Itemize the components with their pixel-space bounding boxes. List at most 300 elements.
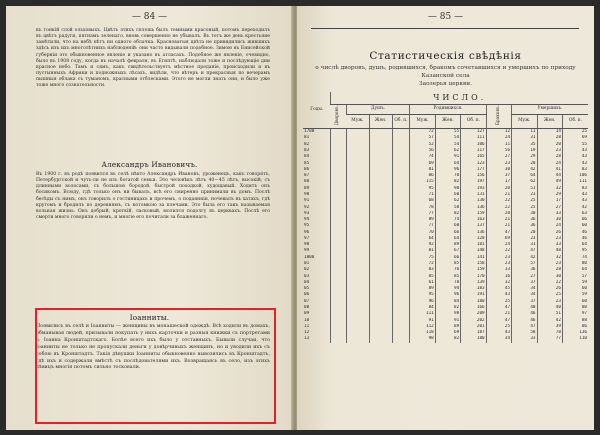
value-cell: 21 (486, 217, 511, 223)
value-cell: 20 (512, 161, 537, 167)
highlight-box (35, 308, 276, 424)
value-cell: 23 (512, 192, 537, 198)
value-cell: 23 (486, 261, 511, 267)
value-cell: 91 (410, 318, 435, 324)
value-cell: 74 (562, 255, 588, 261)
value-cell: 98 (410, 336, 435, 342)
value-cell (369, 336, 392, 342)
value-cell: 82 (435, 211, 460, 217)
value-cell: 72 (410, 261, 435, 267)
value-cell: 47 (486, 318, 511, 324)
value-cell: 26 (537, 286, 562, 292)
value-cell: 21 (486, 311, 511, 317)
year-cell: 95 (304, 223, 310, 229)
value-cell: 127 (461, 129, 486, 136)
value-cell: 77 (410, 223, 435, 229)
heading-ioannity: Іоанниты. (129, 313, 170, 322)
value-cell: 60 (435, 223, 460, 229)
value-cell: 85 (435, 274, 460, 280)
value-cell: 193 (461, 186, 486, 192)
value-cell: 25 (512, 198, 537, 204)
year-cell: 96 (304, 229, 310, 235)
value-cell: 30 (486, 167, 511, 173)
value-cell: 48 (537, 248, 562, 254)
value-cell: 33 (486, 267, 511, 273)
value-cell: 60 (562, 286, 588, 292)
value-cell: 137 (461, 223, 486, 229)
value-cell: 66 (435, 230, 460, 236)
value-cell: 115 (410, 179, 435, 185)
year-cell: 05 (304, 286, 310, 292)
year-cell: 12 (304, 330, 310, 336)
value-cell: 69 (486, 236, 511, 242)
value-cell: 68 (410, 198, 435, 204)
value-cell: 159 (461, 211, 486, 217)
value-cell: 85 (410, 274, 435, 280)
value-cell: 209 (461, 311, 486, 317)
stats-subtitle-1: о числѣ дворовъ, душъ, родившихся, бракомъ сочетавшихся и умершихъ по приходу Казанской села (315, 65, 576, 79)
value-cell (369, 129, 392, 136)
value-cell: 130 (461, 198, 486, 204)
value-cell: 12 (486, 129, 511, 136)
year-cell: 11 (304, 323, 310, 329)
value-cell: 24 (486, 135, 511, 141)
header-umersh: Умершихъ. (512, 104, 588, 114)
year-cell: 03 (304, 273, 310, 279)
value-cell: 89 (435, 242, 460, 248)
value-cell: 123 (461, 161, 486, 167)
value-cell: 117 (461, 148, 486, 154)
value-cell: 34 (512, 292, 537, 298)
value-cell: 46 (562, 236, 588, 242)
paragraph-top: въ тонкій слой ольховыхъ. Цвѣтъ этихъ сплошь былъ темными красоный, потомъ переходилъ въ цвѣтъ радуги, пятнамъ зеленаго, вновь совершенно не убывалъ. Въ тотъ же день крестьяне замѣтили, что на небѣ нѣтъ ни одного облачка. Красноватыя цвѣта не привидились жившихъ здѣсь изъ ихъ многолѣтнихъ наблюденій: они часто видывали подобное. Зимою въ Енисейской губерніи это обыкновенное явленіе и указано въ атласахъ. Подобное же явленіе, очевидно, было въ 1908 году, когда въ началѣ февраля, въ Египтѣ, наблюдали тоже и послѣдующіе дни красное небо. Тамъ и сямъ, какъ свидѣтельствуетъ мѣстное преданіе, происходили и въ пустынныхъ Африки и подножныхъ лѣсахъ, видѣли, что вѣтеръ и прекрасныя по вечерамъ пышныя облака съ туманомъ, красными отблесками. Этого не могли знать они, и было уже тоже много сознательности. (36, 28, 270, 89)
value-cell: 64 (435, 236, 460, 242)
value-cell: 85 (435, 261, 460, 267)
top-rule (311, 28, 579, 29)
value-cell: 37 (512, 299, 537, 305)
value-cell: 17 (486, 179, 511, 185)
value-cell: 91 (435, 318, 460, 324)
paragraph-ioannity: Появились въ селѣ и Іоанниты — женщины въ монашеской одеждѣ. Всѣ ходили въ домахъ, обманывая людей, призывали покупать у нихъ карточки и разныя книжки съ портретами о. Іоанна Кронштадтскаго. Болѣе всего ихъ было у отставныхъ. Бывали случаи, что Іоанниты не только не пропускали деньги у довѣрчивыхъ женщинъ, но и уводили ихъ съ собою въ Кронштадтъ. Такія дѣвушки Іоанниты обыкновенно вывозились въ Кронштадтъ, гдѣ ихъ и содержали вмѣстѣ съ послѣдователями ихъ. Возвращаясь въ село, изъ этихъ дѣвицъ многія потомъ сильно тосковали. (36, 324, 270, 371)
year-cell: 01 (304, 261, 310, 267)
value-cell: 54 (435, 135, 460, 141)
value-cell: 23 (486, 255, 511, 261)
year-cell: 1780 (304, 129, 315, 135)
value-cell: 91 (435, 154, 460, 160)
value-cell: 36 (512, 223, 537, 229)
year-cell: 91 (304, 198, 310, 204)
value-cell: 81 (410, 167, 435, 173)
value-cell: 170 (461, 274, 486, 280)
value-cell: 89 (435, 324, 460, 330)
value-cell: 70 (410, 230, 435, 236)
value-cell: 78 (435, 280, 460, 286)
page-number-right: — 85 — (427, 12, 464, 22)
value-cell: 136 (562, 330, 588, 336)
value-cell: 47 (512, 324, 537, 330)
header-um-muzh: Муж. (512, 114, 537, 128)
value-cell: 63 (562, 211, 588, 217)
value-cell: 20 (512, 230, 537, 236)
value-cell: 37 (512, 280, 537, 286)
value-cell: 54 (435, 142, 460, 148)
value-cell: 80 (562, 261, 588, 267)
value-cell: 42 (512, 255, 537, 261)
header-dush-muzh: Муж. (346, 114, 369, 128)
page-number-left: — 84 — (131, 12, 168, 22)
value-cell: 23 (486, 161, 511, 167)
value-cell: 95 (410, 292, 435, 298)
value-cell: 112 (410, 324, 435, 330)
value-cell: 17 (537, 198, 562, 204)
value-cell: 43 (562, 148, 588, 154)
value-cell: 64 (410, 236, 435, 242)
value-cell: 202 (461, 318, 486, 324)
value-cell: 25 (512, 205, 537, 211)
value-cell: 20 (486, 211, 511, 217)
value-cell: 22 (486, 248, 511, 254)
header-dvorov: Дворовъ. (331, 104, 346, 129)
value-cell: 180 (461, 299, 486, 305)
value-cell: 94 (435, 286, 460, 292)
value-cell: 43 (562, 192, 588, 198)
value-cell: 89 (410, 286, 435, 292)
value-cell: 37 (486, 173, 511, 179)
year-cell: 98 (304, 242, 310, 248)
value-cell: 156 (461, 173, 486, 179)
value-cell: 24 (537, 223, 562, 229)
value-cell: 83 (410, 267, 435, 273)
year-cell: 90 (304, 191, 310, 197)
value-cell: 28 (537, 135, 562, 141)
value-cell: 96 (410, 299, 435, 305)
value-cell: 78 (537, 330, 562, 336)
year-cell: 08 (304, 305, 310, 311)
value-cell: 83 (562, 167, 588, 173)
header-rod-muzh: Муж. (410, 114, 435, 128)
value-cell: 111 (562, 179, 588, 185)
stats-subtitle-2: Заозерья церкви. (419, 81, 472, 87)
value-cell (346, 336, 369, 342)
value-cell: 60 (435, 192, 460, 198)
value-cell: 23 (537, 299, 562, 305)
value-cell: 59 (562, 280, 588, 286)
value-cell: 20 (537, 142, 562, 148)
value-cell: 33 (537, 211, 562, 217)
value-cell: 49 (537, 179, 562, 185)
value-cell: 158 (461, 261, 486, 267)
value-cell: 166 (461, 305, 486, 311)
value-cell: 98 (435, 186, 460, 192)
value-cell: 19 (512, 148, 537, 154)
header-rodiv: Родившихся. (410, 104, 486, 114)
value-cell: 23 (537, 148, 562, 154)
value-cell: 56 (410, 148, 435, 154)
year-cell: 1800 (304, 254, 315, 260)
value-cell: 61 (410, 280, 435, 286)
value-cell: 77 (537, 336, 562, 342)
paragraph-middle: Въ 1900 г. въ родѣ появился въ селѣ нѣкто Александръ Ивановъ, уроженецъ, какъ говорятъ, Петербургской и чуть-ли не изъ богатой семьи. Это человѣкъ лѣтъ 40—45 лѣтъ, высокій, съ длинными волосами, съ большою бородой, быстрой походкой, худощавый. Ходитъ онъ босикомъ. Всюду, гдѣ только онъ ни бывалъ, всѣ его смиренно принимали въ домъ. Послѣ бесѣды съ нимъ, онъ говорилъ о гостиницахъ и прочемъ, о подаянніи, ночевалъ въ хатахъ, гдѣ кругомъ и бродилъ по деревнямъ, съ котомкою за плечами. Это была его такъ называемая вольная жизнь. Онъ добрый, кроткій, ласковый, молился подолгу въ церквахъ. Послѣ его смерти много говорили о немъ, и многіе его почитали за блаженнаго. (36, 172, 270, 221)
value-cell (392, 129, 410, 136)
value-cell: 197 (461, 179, 486, 185)
value-cell: 26 (537, 230, 562, 236)
value-cell: 30 (537, 217, 562, 223)
value-cell: 111 (410, 311, 435, 317)
value-cell: 58 (435, 205, 460, 211)
value-cell: 16 (486, 274, 511, 280)
value-cell: 36 (512, 217, 537, 223)
value-cell: 69 (562, 135, 588, 141)
value-cell: 45 (486, 286, 511, 292)
value-cell: 57 (410, 135, 435, 141)
table-row (303, 129, 588, 136)
year-cell: 93 (304, 210, 310, 216)
value-cell: 131 (461, 192, 486, 198)
value-cell: 41 (537, 167, 562, 173)
value-cell: 29 (537, 192, 562, 198)
value-cell: 66 (435, 255, 460, 261)
value-cell: 21 (486, 192, 511, 198)
year-cell: 82 (304, 141, 310, 147)
year-cell: 85 (304, 160, 310, 166)
value-cell: 40 (512, 305, 537, 311)
value-cell: 128 (461, 236, 486, 242)
value-cell: 165 (461, 154, 486, 160)
value-cell: 24 (486, 242, 511, 248)
header-brakov: Браковъ. (486, 104, 511, 129)
value-cell: 84 (435, 299, 460, 305)
stats-title: Статистическія свѣдѣнія (369, 50, 522, 62)
value-cell: 136 (461, 230, 486, 236)
header-dush: Душъ. (346, 104, 410, 114)
value-cell: 47 (486, 305, 511, 311)
header-um-zhen: Жен. (537, 114, 562, 128)
value-cell: 110 (562, 336, 588, 342)
value-cell: 75 (410, 255, 435, 261)
value-cell: 60 (562, 299, 588, 305)
value-cell: 148 (461, 248, 486, 254)
value-cell: 46 (512, 318, 537, 324)
value-cell: 33 (537, 242, 562, 248)
value-cell: 82 (435, 179, 460, 185)
value-cell: 82 (435, 305, 460, 311)
value-cell: 64 (562, 267, 588, 273)
year-cell: 07 (304, 298, 310, 304)
value-cell: 43 (562, 154, 588, 160)
year-cell: 86 (304, 166, 310, 172)
value-cell: 34 (486, 336, 511, 342)
value-cell: 55 (435, 129, 460, 136)
value-cell: 64 (562, 242, 588, 248)
year-cell: 13 (304, 336, 310, 342)
year-cell: 06 (304, 292, 310, 298)
value-cell: 183 (461, 286, 486, 292)
value-cell: 52 (410, 142, 435, 148)
value-cell: 25 (537, 292, 562, 298)
value-cell: 180 (461, 336, 486, 342)
value-cell: 32 (537, 255, 562, 261)
value-cell: 46 (512, 311, 537, 317)
value-cell: 47 (486, 230, 511, 236)
value-cell: 29 (512, 154, 537, 160)
year-cell: 89 (304, 185, 310, 191)
value-cell: 57 (512, 261, 537, 267)
header-rod-zhen: Жен. (435, 114, 460, 128)
value-cell: 44 (537, 173, 562, 179)
value-cell: 66 (562, 217, 588, 223)
value-cell: 59 (562, 292, 588, 298)
value-cell: 58 (512, 330, 537, 336)
value-cell: 92 (410, 242, 435, 248)
value-cell: 35 (512, 142, 537, 148)
value-cell: 30 (512, 211, 537, 217)
value-cell: 139 (461, 280, 486, 286)
value-cell: 27 (512, 274, 537, 280)
value-cell: 31 (512, 242, 537, 248)
value-cell: 111 (461, 135, 486, 141)
value-cell: 43 (486, 330, 511, 336)
value-cell: 24 (537, 161, 562, 167)
header-rod-ob: Об. п. (461, 114, 486, 128)
value-cell: 34 (512, 286, 537, 292)
value-cell: 14 (537, 129, 562, 136)
value-cell: 106 (461, 142, 486, 148)
value-cell: 181 (461, 242, 486, 248)
value-cell: 55 (562, 142, 588, 148)
value-cell: 67 (435, 248, 460, 254)
value-cell (331, 336, 346, 342)
value-cell: 72 (410, 129, 435, 136)
value-cell: 83 (562, 186, 588, 192)
value-cell (392, 336, 410, 342)
value-cell: 74 (410, 154, 435, 160)
value-cell: 23 (537, 236, 562, 242)
year-cell: 94 (304, 217, 310, 223)
value-cell: 42 (537, 318, 562, 324)
year-cell: 84 (304, 154, 310, 160)
value-cell: 201 (461, 324, 486, 330)
value-cell (346, 129, 369, 136)
year-cell: 97 (304, 235, 310, 241)
value-cell: 118 (410, 330, 435, 336)
right-page (297, 6, 594, 430)
value-cell: 96 (435, 167, 460, 173)
value-cell: 56 (486, 148, 511, 154)
value-cell: 46 (562, 230, 588, 236)
value-cell: 159 (461, 267, 486, 273)
value-cell: 106 (562, 173, 588, 179)
value-cell: 25 (486, 299, 511, 305)
value-cell: 78 (410, 205, 435, 211)
value-cell: 33 (512, 336, 537, 342)
header-chislo: ЧИСЛО. (331, 92, 588, 104)
left-page (6, 6, 293, 430)
value-cell (331, 129, 346, 136)
value-cell: 177 (461, 167, 486, 173)
value-cell: 84 (410, 305, 435, 311)
value-cell: 80 (562, 305, 588, 311)
value-cell: 70 (435, 173, 460, 179)
value-cell: 89 (410, 217, 435, 223)
value-cell: 42 (512, 167, 537, 173)
value-cell: 32 (486, 280, 511, 286)
year-cell: 88 (304, 179, 310, 185)
value-cell: 71 (410, 192, 435, 198)
value-cell: 62 (435, 148, 460, 154)
value-cell: 47 (512, 248, 537, 254)
year-cell: 99 (304, 248, 310, 254)
value-cell: 51 (512, 186, 537, 192)
year-cell: 10 (304, 317, 310, 323)
value-cell: 187 (461, 330, 486, 336)
value-cell: 11 (512, 129, 537, 136)
table-row (303, 336, 588, 342)
value-cell: 191 (461, 292, 486, 298)
year-cell: 02 (304, 267, 310, 273)
value-cell: 27 (537, 205, 562, 211)
year-cell: 92 (304, 204, 310, 210)
value-cell: 76 (435, 267, 460, 273)
heading-aleksandr: Александръ Ивановичъ. (101, 160, 198, 169)
value-cell: 11 (486, 142, 511, 148)
value-cell: 43 (562, 198, 588, 204)
value-cell: 27 (486, 154, 511, 160)
value-cell: 141 (461, 255, 486, 261)
value-cell: 28 (537, 267, 562, 273)
year-cell: 83 (304, 147, 310, 153)
value-cell: 97 (562, 311, 588, 317)
statistics-body (303, 129, 588, 343)
value-cell: 96 (435, 292, 460, 298)
year-cell: 04 (304, 279, 310, 285)
value-cell: 64 (435, 161, 460, 167)
value-cell: 43 (486, 292, 511, 298)
value-cell: 57 (562, 274, 588, 280)
value-cell: 74 (435, 217, 460, 223)
value-cell: 25 (562, 129, 588, 136)
header-dush-zhen: Жен. (369, 114, 392, 128)
value-cell: 51 (537, 311, 562, 317)
value-cell: 42 (562, 205, 588, 211)
value-cell: 86 (562, 324, 588, 330)
value-cell: 43 (562, 161, 588, 167)
value-cell: 77 (410, 211, 435, 217)
value-cell: 31 (512, 135, 537, 141)
value-cell: 25 (486, 324, 511, 330)
value-cell: 36 (512, 267, 537, 273)
value-cell: 30 (537, 274, 562, 280)
value-cell: 60 (562, 223, 588, 229)
value-cell: 21 (486, 223, 511, 229)
value-cell: 32 (537, 186, 562, 192)
value-cell: 23 (537, 261, 562, 267)
value-cell: 22 (486, 205, 511, 211)
year-cell: 81 (304, 135, 310, 141)
value-cell: 22 (537, 280, 562, 286)
value-cell: 39 (537, 324, 562, 330)
year-cell: 87 (304, 173, 310, 179)
value-cell: 20 (486, 186, 511, 192)
value-cell: 136 (461, 205, 486, 211)
value-cell: 62 (512, 179, 537, 185)
value-cell: 86 (410, 173, 435, 179)
value-cell: 98 (435, 311, 460, 317)
value-cell: 69 (410, 161, 435, 167)
value-cell: 69 (435, 330, 460, 336)
value-cell: 95 (562, 248, 588, 254)
value-cell: 23 (512, 236, 537, 242)
value-cell: 81 (410, 248, 435, 254)
